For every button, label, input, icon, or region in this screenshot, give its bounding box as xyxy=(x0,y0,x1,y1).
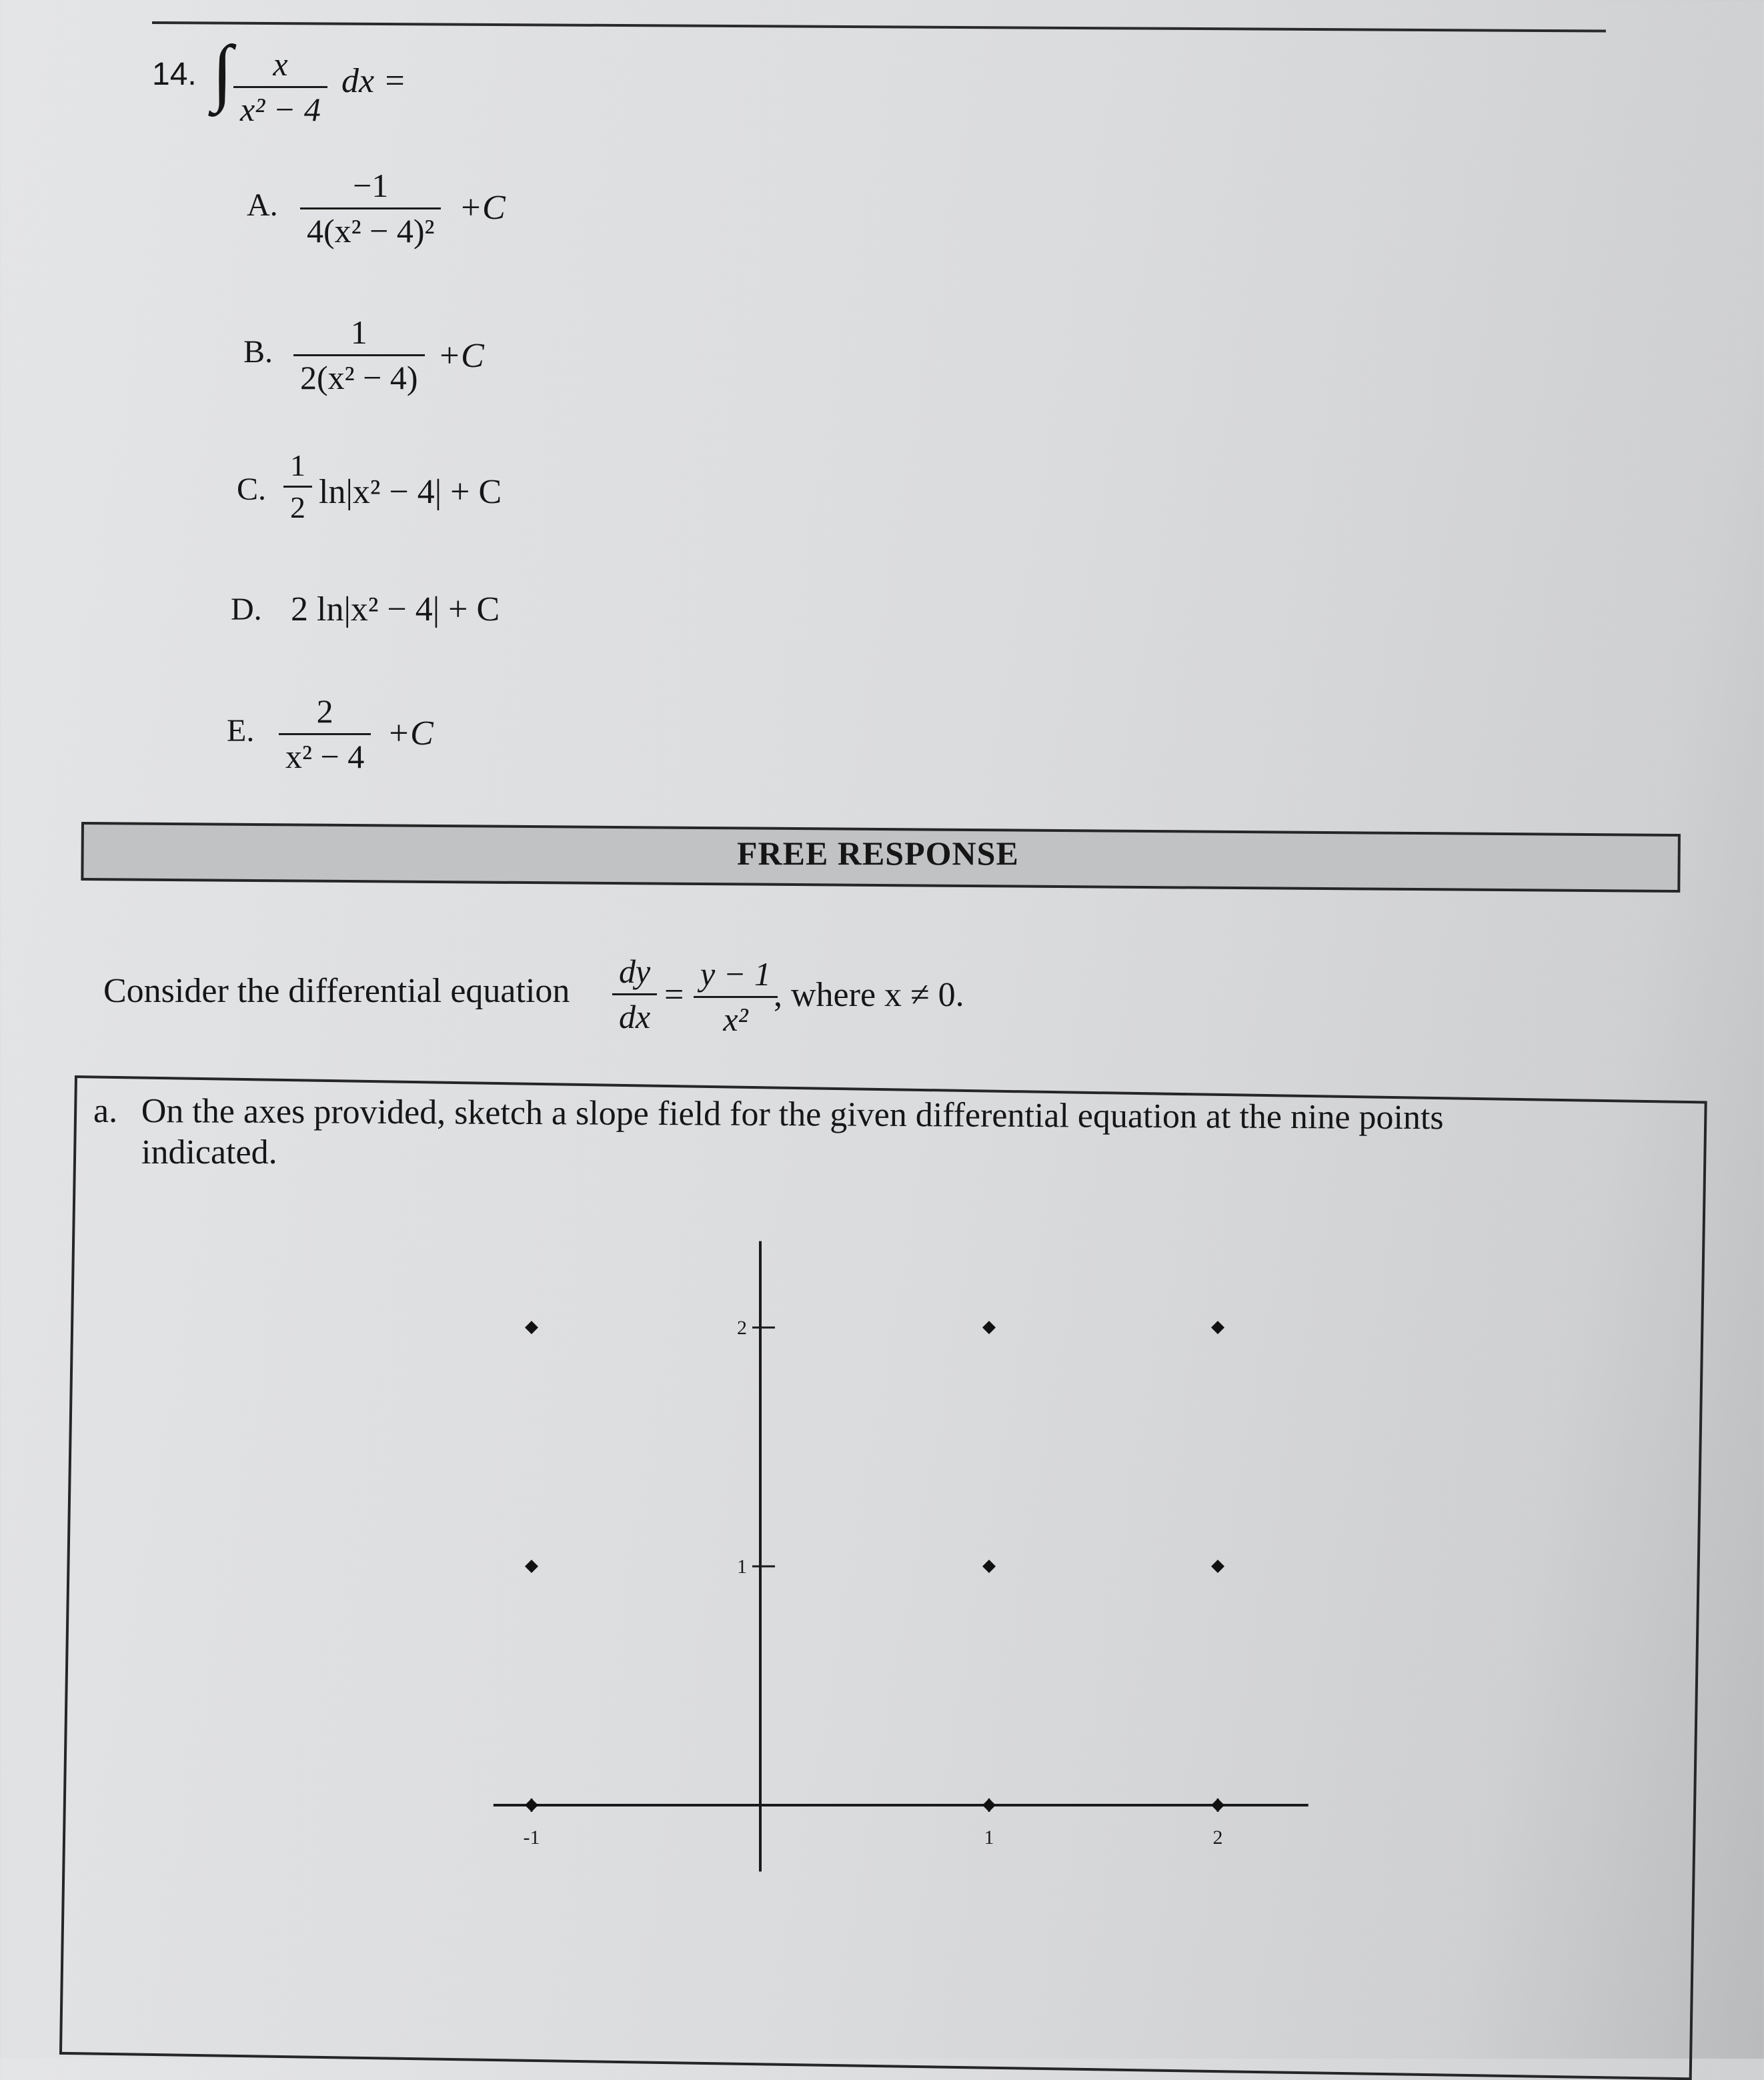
part-a-text-line2: indicated. xyxy=(141,1133,277,1171)
slope-field-point[interactable] xyxy=(1211,1321,1224,1334)
choice-a-tail: +C xyxy=(459,189,506,227)
choice-c-denominator: 2 xyxy=(290,490,305,525)
prompt-tail: , where x ≠ 0. xyxy=(774,976,964,1014)
choice-e-tail: +C xyxy=(387,714,433,752)
slope-field-point[interactable] xyxy=(1211,1560,1224,1573)
slope-field-point[interactable] xyxy=(525,1321,538,1334)
choice-b-tail: +C xyxy=(437,337,484,375)
slope-field-point[interactable] xyxy=(982,1798,996,1812)
slope-field-point[interactable] xyxy=(525,1560,538,1573)
choice-b-numerator: 1 xyxy=(350,314,367,351)
prompt-lead: Consider the differential equation xyxy=(103,972,570,1010)
choice-c-letter: C. xyxy=(237,472,267,507)
slope-field-point[interactable] xyxy=(982,1321,996,1334)
x-tick-label: 1 xyxy=(984,1827,994,1849)
x-tick-label: -1 xyxy=(523,1827,540,1849)
choice-d-expression: 2 ln|x² − 4| + C xyxy=(291,590,500,628)
integrand-denominator: x² − 4 xyxy=(240,90,321,128)
choice-a-denominator: 4(x² − 4)² xyxy=(307,211,435,249)
slope-field-point[interactable] xyxy=(1211,1798,1224,1812)
choice-e-numerator: 2 xyxy=(316,692,333,730)
choice-c-tail: ln|x² − 4| + C xyxy=(319,473,502,511)
y-tick-label: 1 xyxy=(737,1556,747,1578)
free-response-title: FREE RESPONSE xyxy=(737,835,1019,872)
x-tick-label: 2 xyxy=(1212,1827,1223,1849)
choice-b-denominator: 2(x² − 4) xyxy=(300,358,418,396)
slope-field-point[interactable] xyxy=(525,1798,538,1812)
choice-d-letter: D. xyxy=(231,592,262,627)
choice-a-numerator: −1 xyxy=(353,167,389,204)
part-a-text-line1: On the axes provided, sketch a slope field for the given differential equation at the nine points xyxy=(141,1092,1444,1137)
prompt-equals: = xyxy=(664,976,684,1014)
integrand-numerator: x xyxy=(273,45,288,83)
prompt-lhs-denominator: dx xyxy=(619,997,651,1035)
integral-dx: dx = xyxy=(341,62,407,100)
part-a-label: a. xyxy=(93,1092,118,1130)
prompt-rhs-denominator: x² xyxy=(723,1000,748,1038)
prompt-lhs-numerator: dy xyxy=(619,953,651,990)
slope-field-point[interactable] xyxy=(982,1560,996,1573)
choice-c-numerator: 1 xyxy=(290,448,305,482)
choice-e-letter: E. xyxy=(227,713,255,748)
question-number: 14. xyxy=(152,57,197,92)
y-tick-label: 2 xyxy=(737,1317,747,1339)
prompt-rhs-numerator: y − 1 xyxy=(700,955,771,993)
integral-sign: ∫ xyxy=(212,31,233,113)
choice-b-letter: B. xyxy=(243,334,273,370)
choice-a-letter: A. xyxy=(247,187,278,223)
choice-e-denominator: x² − 4 xyxy=(285,737,365,775)
